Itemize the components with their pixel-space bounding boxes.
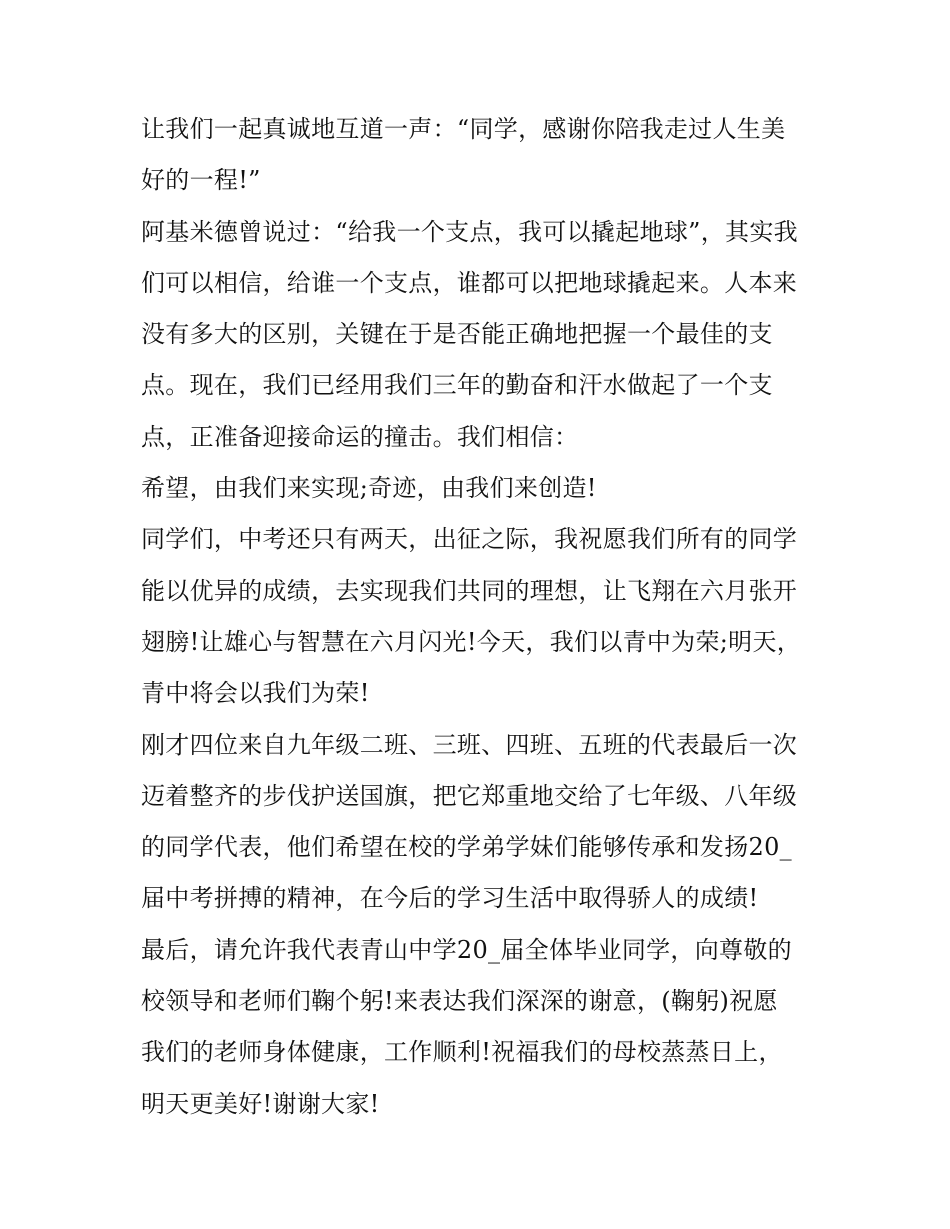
text-line: 青中将会以我们为荣! [141,679,370,708]
text-line: 点。现在，我们已经用我们三年的勤奋和汗水做起了一个支 [141,371,773,400]
text-line: 我们的老师身体健康，工作顺利!祝福我们的母校蒸蒸日上， [141,1038,783,1067]
text-line: 刚才四位来自九年级二班、三班、四班、五班的代表最后一次 [141,730,798,759]
text-line: 最后，请允许我代表青山中学20_届全体毕业同学，向尊敬的 [141,935,792,964]
document-body [141,104,821,1130]
text-line: 翅膀!让雄心与智慧在六月闪光!今天，我们以青中为荣;明天， [141,627,802,656]
text-line: 届中考拼搏的精神，在今后的学习生活中取得骄人的成绩! [141,884,759,913]
text-line: 阿基米德曾说过：“给我一个支点，我可以撬起地球”，其实我 [141,217,798,246]
text-line: 能以优异的成绩，去实现我们共同的理想，让飞翔在六月张开 [141,576,798,605]
text-line: 希望，由我们来实现;奇迹，由我们来创造! [141,474,597,503]
text-line: 点，正准备迎接命运的撞击。我们相信： [141,422,579,451]
text-line: 让我们一起真诚地互道一声：“同学，感谢你陪我走过人生美 [141,115,786,143]
text-line: 明天更美好!谢谢大家! [141,1089,380,1118]
text-line: 迈着整齐的步伐护送国旗，把它郑重地交给了七年级、八年级 [141,781,798,810]
text-line: 的同学代表，他们希望在校的学弟学妹们能够传承和发扬20_ [141,833,792,862]
text-line: 没有多大的区别，关键在于是否能正确地把握一个最佳的支 [141,320,773,349]
text-line: 好的一程!” [141,166,261,195]
text-line: 同学们，中考还只有两天，出征之际，我祝愿我们所有的同学 [141,525,798,554]
text-line: 校领导和老师们鞠个躬!来表达我们深深的谢意，(鞠躬)祝愿 [141,987,778,1016]
text-line: 们可以相信，给谁一个支点，谁都可以把地球撬起来。人本来 [141,268,798,297]
